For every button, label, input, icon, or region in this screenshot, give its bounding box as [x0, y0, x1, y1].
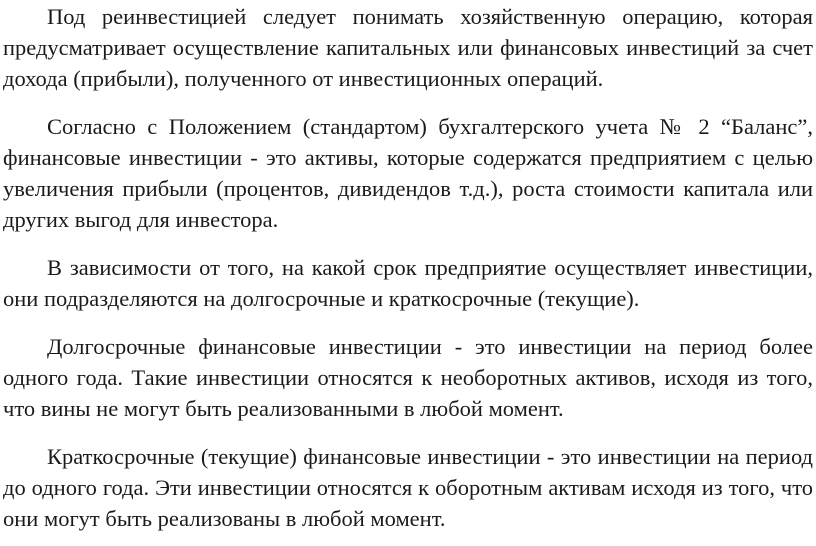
- paragraph-investment-terms: В зависимости от того, на какой срок предприятие осуществляет инвестиции, они подразделяются на долгосрочные и краткосрочные (текущие).: [3, 255, 813, 311]
- paragraph-long-term-investments: Долгосрочные финансовые инвестиции - это инвестиции на период более одного года. Такие инвестиции относятся к необоротных активов, исходя из того, что вины не могут быть реализованными в любой момент.: [3, 334, 813, 421]
- paragraph-reinvestment-definition: Под реинвестицией следует понимать хозяйственную операцию, которая предусматривает осуществление капитальных или финансовых инвестиций за счет дохода (прибыли), полученного от инвестиционных операций.: [3, 4, 813, 91]
- paragraph-financial-investments-definition: Согласно с Положением (стандартом) бухгалтерского учета № 2 “Баланс”, финансовые инвестиции - это активы, которые содержатся предприятием с целью увеличения прибыли (процентов, дивидендов т.д.), роста стоимости капитала или других выгод для инвестора.: [3, 114, 813, 232]
- paragraph-short-term-investments: Краткосрочные (текущие) финансовые инвестиции - это инвестиции на период до одного года. Эти инвестиции относятся к оборотным активам исходя из того, что они могут быть реализованы в любой момент.: [3, 444, 813, 531]
